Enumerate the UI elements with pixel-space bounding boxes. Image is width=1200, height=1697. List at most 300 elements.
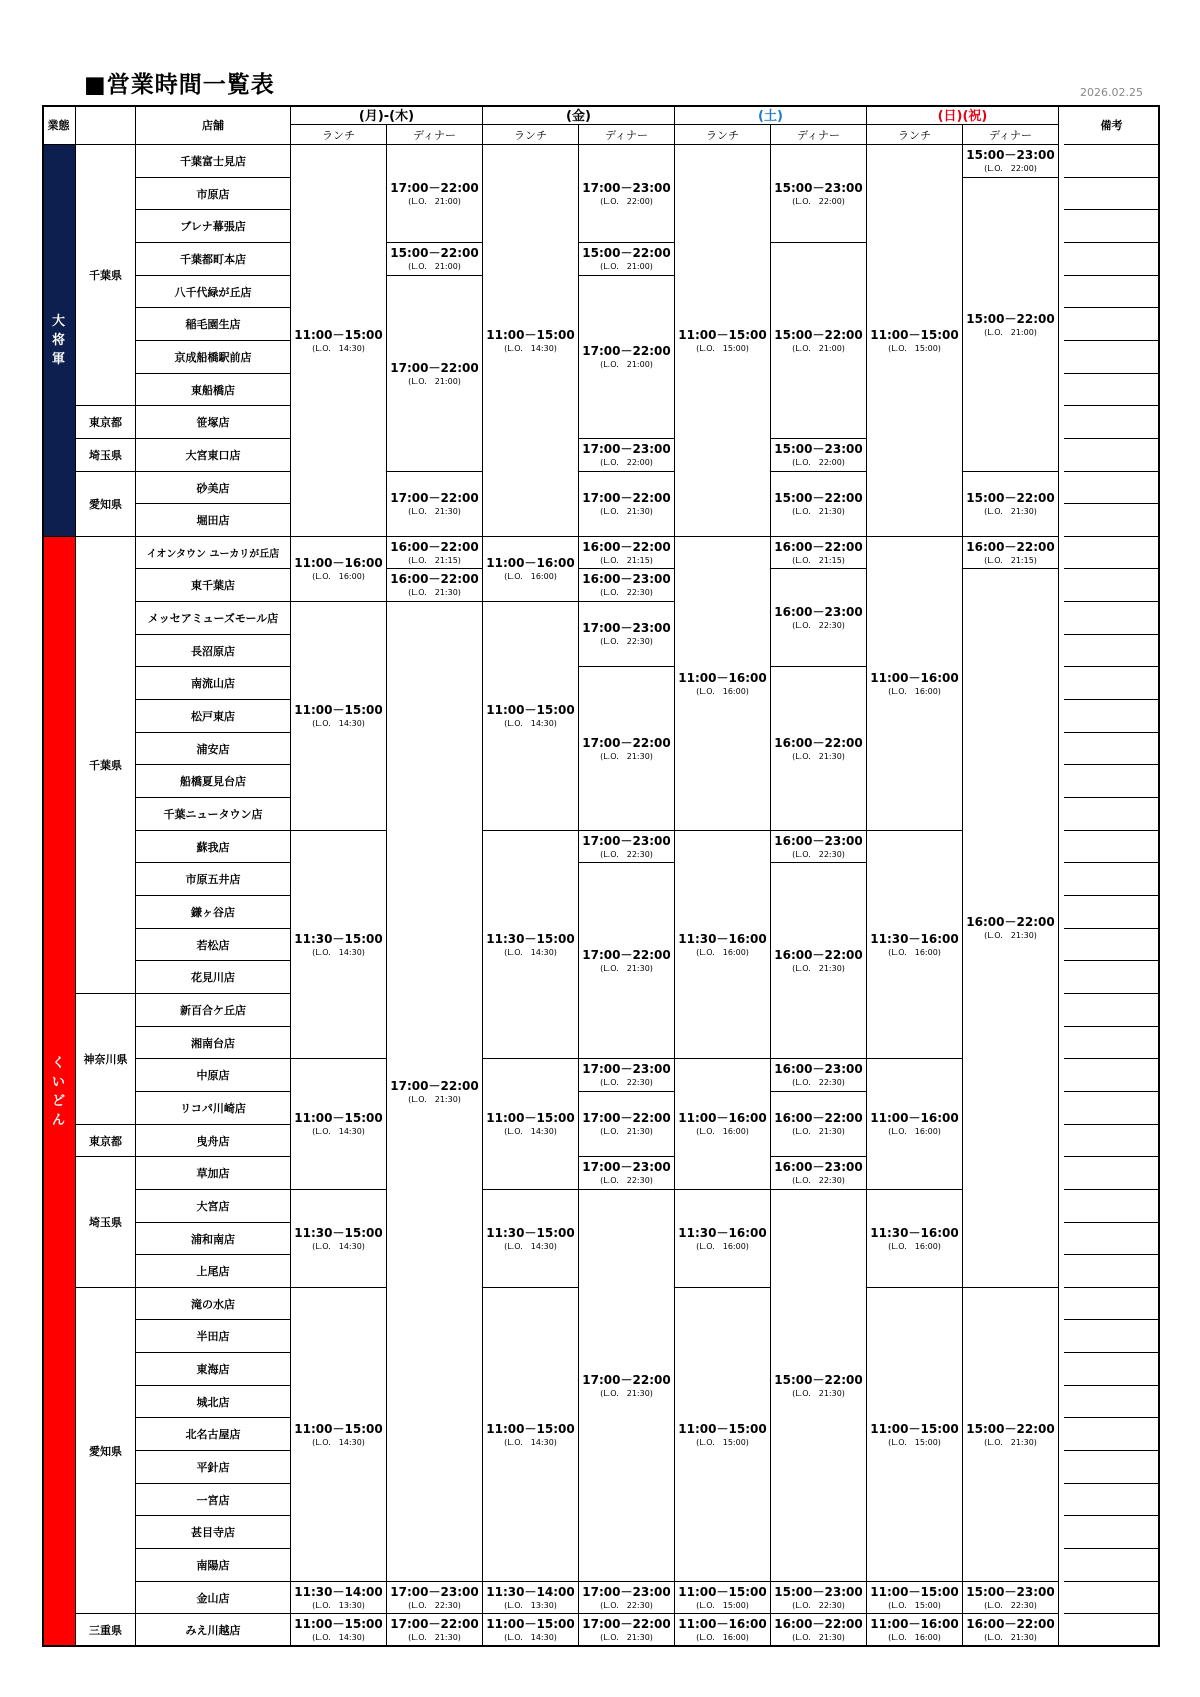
note-cell [1064, 569, 1160, 602]
note-cell [1064, 406, 1160, 439]
note-cell [1064, 1614, 1160, 1647]
hours-time: 11:00－15:00 [294, 327, 383, 342]
store-name: 甚目寺店 [136, 1516, 291, 1549]
dinner-hours [771, 1157, 867, 1190]
hours-time: 15:00－22:00 [774, 327, 863, 342]
header-blank [76, 105, 136, 145]
hours-time: 11:30－15:00 [294, 1225, 383, 1240]
last-order: (L.O. 16:00) [696, 1241, 749, 1251]
last-order: (L.O. 16:00) [696, 686, 749, 696]
last-order: (L.O. 16:00) [888, 947, 941, 957]
last-order: (L.O. 22:30) [984, 1600, 1037, 1610]
note-cell [1064, 308, 1160, 341]
last-order: (L.O. 21:30) [984, 507, 1037, 516]
brand-char: い [51, 1074, 65, 1090]
last-order: (L.O. 21:15) [984, 555, 1037, 565]
store-name: 千葉ニュータウン店 [136, 798, 291, 831]
note-cell [1064, 1092, 1160, 1125]
store-name: 堀田店 [136, 504, 291, 537]
note-cell [1064, 1320, 1160, 1353]
last-order: (L.O. 16:00) [504, 572, 557, 581]
store-name: 曳舟店 [136, 1125, 291, 1157]
dinner-hours [579, 667, 675, 831]
last-order: (L.O. 15:00) [696, 343, 749, 353]
hours-time: 11:30－15:00 [486, 1225, 575, 1240]
hours-time: 11:00－15:00 [678, 1584, 767, 1599]
note-cell [1064, 1059, 1160, 1092]
last-order: (L.O. 22:30) [600, 1078, 653, 1087]
last-order: (L.O. 21:30) [984, 1437, 1037, 1447]
last-order: (L.O. 22:30) [600, 1176, 653, 1185]
store-name: 草加店 [136, 1157, 291, 1190]
last-order: (L.O. 16:00) [696, 947, 749, 957]
store-name: ブレナ幕張店 [136, 210, 291, 243]
brand-char: く [51, 1055, 65, 1071]
prefecture: 愛知県 [76, 1288, 136, 1614]
dinner-hours [579, 1092, 675, 1157]
note-cell [1064, 667, 1160, 700]
lunch-hours [675, 537, 771, 831]
last-order: (L.O. 16:00) [888, 1633, 941, 1642]
hours-time: 16:00－22:00 [966, 1617, 1055, 1631]
hours-time: 11:00－15:00 [294, 1617, 383, 1631]
lunch-hours [675, 1190, 771, 1288]
note-cell [1064, 994, 1160, 1027]
last-order: (L.O. 21:30) [600, 1633, 653, 1642]
last-order: (L.O. 14:30) [504, 719, 557, 728]
lunch-hours [291, 602, 387, 831]
note-cell [1064, 1125, 1160, 1157]
hours-time: 17:00－22:00 [582, 735, 671, 750]
last-order: (L.O. 14:30) [312, 719, 365, 728]
note-cell [1064, 700, 1160, 733]
store-name: 市原店 [136, 178, 291, 210]
prefecture: 埼玉県 [76, 1157, 136, 1288]
last-order: (L.O. 21:30) [984, 1633, 1037, 1642]
day-header: (金) [483, 105, 675, 125]
last-order: (L.O. 15:00) [696, 1600, 749, 1610]
note-cell [1064, 1582, 1160, 1614]
brand-char: ど [51, 1093, 65, 1109]
store-name: 上尾店 [136, 1255, 291, 1288]
brand-char: 将 [51, 333, 65, 348]
store-name: 大宮店 [136, 1190, 291, 1223]
last-order: (L.O. 14:30) [312, 1241, 365, 1251]
last-order: (L.O. 15:00) [888, 1437, 941, 1447]
store-name: 市原五井店 [136, 863, 291, 896]
dinner-hours [579, 1059, 675, 1092]
dinner-hours [771, 439, 867, 472]
last-order: (L.O. 21:30) [792, 1127, 845, 1136]
issue-date: 2026.02.25 [1080, 86, 1143, 99]
note-cell [1064, 635, 1160, 667]
last-order: (L.O. 14:30) [504, 1437, 557, 1447]
store-name: 千葉都町本店 [136, 243, 291, 276]
store-name: みえ川越店 [136, 1614, 291, 1647]
last-order: (L.O. 22:30) [600, 588, 653, 597]
dinner-hours [963, 178, 1059, 472]
lunch-hours [483, 831, 579, 1059]
hours-time: 15:00－23:00 [774, 180, 863, 195]
dinner-header: ディナー [771, 125, 867, 145]
hours-time: 16:00－23:00 [774, 1062, 863, 1076]
hours-time: 11:00－15:00 [294, 1421, 383, 1436]
dinner-hours [387, 602, 483, 1582]
last-order: (L.O. 22:30) [792, 1600, 845, 1610]
hours-time: 15:00－23:00 [966, 1584, 1055, 1599]
dinner-hours [963, 1288, 1059, 1582]
note-cell [1064, 1484, 1160, 1516]
note-cell [1064, 1353, 1160, 1386]
hours-time: 17:00－22:00 [582, 1617, 671, 1631]
hours-time: 16:00－22:00 [774, 1617, 863, 1631]
note-cell [1064, 798, 1160, 831]
note-cell [1064, 896, 1160, 929]
note-cell [1064, 1451, 1160, 1484]
lunch-hours [291, 537, 387, 602]
last-order: (L.O. 22:00) [792, 196, 845, 206]
hours-time: 11:30－14:00 [486, 1584, 575, 1599]
lunch-hours [291, 1190, 387, 1288]
store-name: 船橋夏見台店 [136, 765, 291, 798]
dinner-hours [579, 537, 675, 569]
lunch-hours [291, 831, 387, 1059]
store-name: 湘南台店 [136, 1027, 291, 1059]
store-name: 京成船橋駅前店 [136, 341, 291, 374]
dinner-hours [387, 276, 483, 472]
store-name: 南流山店 [136, 667, 291, 700]
note-cell [1064, 765, 1160, 798]
lunch-hours [483, 1288, 579, 1582]
hours-time: 11:30－16:00 [870, 931, 959, 946]
hours-time: 16:00－22:00 [774, 539, 863, 554]
hours-time: 11:30－16:00 [678, 931, 767, 946]
note-cell [1064, 210, 1160, 243]
lunch-hours [291, 145, 387, 537]
note-cell [1064, 961, 1160, 994]
hours-time: 11:00－15:00 [294, 703, 383, 717]
brand-char: 大 [51, 314, 65, 329]
hours-time: 11:00－15:00 [678, 327, 767, 342]
last-order: (L.O. 21:15) [792, 555, 845, 565]
lunch-hours [867, 831, 963, 1059]
hours-table [42, 105, 1160, 1647]
hours-time: 15:00－22:00 [966, 311, 1055, 326]
dinner-hours [387, 537, 483, 569]
dinner-hours [771, 1614, 867, 1647]
dinner-hours [387, 1582, 483, 1614]
last-order: (L.O. 14:30) [504, 1633, 557, 1642]
lunch-hours [867, 1614, 963, 1647]
last-order: (L.O. 22:30) [600, 1600, 653, 1610]
note-cell [1064, 145, 1160, 178]
note-cell [1064, 178, 1160, 210]
dinner-hours [579, 145, 675, 243]
hours-time: 17:00－23:00 [582, 180, 671, 195]
store-name: 滝の水店 [136, 1288, 291, 1320]
note-cell [1064, 1418, 1160, 1451]
lunch-hours [867, 1288, 963, 1582]
hours-time: 11:00－16:00 [870, 1111, 959, 1125]
last-order: (L.O. 16:00) [312, 572, 365, 581]
note-cell [1064, 863, 1160, 896]
last-order: (L.O. 22:00) [600, 196, 653, 206]
note-cell [1064, 831, 1160, 863]
hours-time: 17:00－22:00 [582, 1111, 671, 1125]
note-cell [1064, 276, 1160, 308]
dinner-hours [963, 1614, 1059, 1647]
note-cell [1064, 504, 1160, 537]
store-name: 東海店 [136, 1353, 291, 1386]
dinner-hours [579, 243, 675, 276]
store-name: 笹塚店 [136, 406, 291, 439]
note-cell [1064, 1288, 1160, 1320]
dinner-hours [387, 472, 483, 537]
header-note: 備考 [1064, 105, 1160, 145]
hours-time: 16:00－23:00 [774, 1160, 863, 1174]
hours-time: 11:00－16:00 [678, 670, 767, 685]
last-order: (L.O. 21:30) [792, 751, 845, 761]
dinner-header: ディナー [387, 125, 483, 145]
last-order: (L.O. 15:00) [696, 1437, 749, 1447]
note-cell [1064, 1386, 1160, 1418]
brand-char: 軍 [51, 352, 65, 367]
lunch-hours [675, 831, 771, 1059]
hours-time: 17:00－22:00 [390, 360, 479, 375]
hours-time: 16:00－22:00 [966, 915, 1055, 929]
last-order: (L.O. 16:00) [696, 1127, 749, 1136]
store-name: 砂美店 [136, 472, 291, 504]
note-cell [1064, 1516, 1160, 1549]
lunch-hours [867, 1582, 963, 1614]
hours-time: 15:00－22:00 [966, 1421, 1055, 1436]
hours-time: 11:00－16:00 [870, 1617, 959, 1631]
hours-time: 17:00－22:00 [582, 491, 671, 505]
hours-time: 17:00－23:00 [582, 1584, 671, 1599]
last-order: (L.O. 14:30) [312, 1127, 365, 1136]
lunch-hours [291, 1288, 387, 1582]
dinner-hours [963, 472, 1059, 537]
last-order: (L.O. 21:30) [792, 1633, 845, 1642]
hours-time: 17:00－22:00 [582, 1372, 671, 1387]
lunch-hours [291, 1582, 387, 1614]
hours-time: 17:00－23:00 [582, 442, 671, 456]
lunch-hours [483, 1582, 579, 1614]
last-order: (L.O. 21:15) [408, 555, 461, 565]
header-gyotai: 業態 [42, 105, 76, 145]
hours-time: 15:00－23:00 [774, 1584, 863, 1599]
hours-time: 11:00－15:00 [870, 1584, 959, 1599]
note-cell [1064, 1549, 1160, 1582]
store-name: イオンタウン ユーカリが丘店 [136, 537, 291, 569]
dinner-hours [579, 831, 675, 863]
last-order: (L.O. 21:30) [408, 507, 461, 516]
prefecture: 東京都 [76, 1125, 136, 1157]
note-cell [1064, 602, 1160, 635]
hours-time: 17:00－23:00 [582, 1062, 671, 1076]
hours-time: 15:00－23:00 [774, 442, 863, 456]
prefecture: 愛知県 [76, 472, 136, 537]
dinner-hours [387, 145, 483, 243]
note-cell [1064, 537, 1160, 569]
dinner-hours [771, 243, 867, 439]
note-cell [1064, 1027, 1160, 1059]
hours-time: 17:00－22:00 [390, 1617, 479, 1631]
hours-time: 11:00－15:00 [486, 1421, 575, 1436]
last-order: (L.O. 22:30) [408, 1600, 461, 1610]
last-order: (L.O. 16:00) [888, 1127, 941, 1136]
last-order: (L.O. 14:30) [312, 343, 365, 353]
note-cell [1064, 1190, 1160, 1223]
hours-time: 16:00－23:00 [774, 833, 863, 848]
lunch-hours [867, 145, 963, 537]
lunch-hours [483, 537, 579, 602]
dinner-hours [963, 537, 1059, 569]
lunch-hours [675, 1288, 771, 1582]
last-order: (L.O. 21:00) [600, 262, 653, 271]
store-name: 八千代緑が丘店 [136, 276, 291, 308]
lunch-hours [483, 1059, 579, 1190]
dinner-hours [771, 1582, 867, 1614]
dinner-hours [963, 1582, 1059, 1614]
hours-time: 17:00－22:00 [582, 344, 671, 358]
page-title: ■営業時間一覧表 [84, 72, 275, 98]
brand-band [42, 145, 76, 537]
dinner-hours [579, 602, 675, 667]
dinner-hours [579, 569, 675, 602]
dinner-hours [771, 863, 867, 1059]
hours-time: 16:00－22:00 [390, 539, 479, 554]
hours-time: 11:00－15:00 [294, 1111, 383, 1125]
dinner-header: ディナー [579, 125, 675, 145]
hours-time: 11:00－16:00 [678, 1111, 767, 1125]
hours-time: 17:00－23:00 [582, 1160, 671, 1174]
last-order: (L.O. 22:00) [600, 458, 653, 467]
last-order: (L.O. 21:30) [792, 1388, 845, 1398]
last-order: (L.O. 21:30) [408, 1633, 461, 1642]
store-name: 浦和南店 [136, 1223, 291, 1255]
last-order: (L.O. 22:30) [792, 620, 845, 630]
store-name: 松戸東店 [136, 700, 291, 733]
lunch-hours [675, 145, 771, 537]
hours-time: 11:00－15:00 [486, 703, 575, 717]
last-order: (L.O. 21:15) [600, 555, 653, 565]
note-cell [1064, 733, 1160, 765]
hours-time: 11:30－14:00 [294, 1584, 383, 1599]
dinner-hours [771, 831, 867, 863]
dinner-hours [771, 145, 867, 243]
dinner-hours [579, 863, 675, 1059]
hours-time: 11:30－16:00 [870, 1225, 959, 1240]
prefecture: 千葉県 [76, 537, 136, 994]
last-order: (L.O. 14:30) [312, 1437, 365, 1447]
last-order: (L.O. 21:00) [408, 262, 461, 271]
hours-time: 11:00－16:00 [486, 556, 575, 570]
dinner-hours [579, 439, 675, 472]
last-order: (L.O. 15:00) [888, 1600, 941, 1610]
store-name: 若松店 [136, 929, 291, 961]
hours-time: 15:00－22:00 [582, 246, 671, 260]
dinner-hours [387, 243, 483, 276]
hours-time: 17:00－23:00 [582, 833, 671, 848]
last-order: (L.O. 21:30) [600, 507, 653, 516]
note-cell [1064, 341, 1160, 374]
lunch-hours [483, 1190, 579, 1288]
store-name: 北名古屋店 [136, 1418, 291, 1451]
last-order: (L.O. 14:30) [504, 1127, 557, 1136]
hours-time: 16:00－22:00 [582, 539, 671, 554]
note-cell [1064, 243, 1160, 276]
lunch-hours [867, 1059, 963, 1190]
last-order: (L.O. 21:00) [792, 343, 845, 353]
dinner-hours [387, 1614, 483, 1647]
store-name: 半田店 [136, 1320, 291, 1353]
dinner-hours [579, 1190, 675, 1582]
last-order: (L.O. 14:30) [504, 947, 557, 957]
store-name: 一宮店 [136, 1484, 291, 1516]
last-order: (L.O. 14:30) [312, 1633, 365, 1642]
last-order: (L.O. 21:30) [600, 1127, 653, 1136]
lunch-hours [867, 1190, 963, 1288]
lunch-hours [867, 537, 963, 831]
store-name: 南陽店 [136, 1549, 291, 1582]
day-header: (月)-(木) [291, 105, 483, 125]
dinner-hours [579, 472, 675, 537]
store-name: メッセアミューズモール店 [136, 602, 291, 635]
lunch-header: ランチ [675, 125, 771, 145]
store-name: 平針店 [136, 1451, 291, 1484]
hours-time: 11:30－15:00 [486, 931, 575, 946]
last-order: (L.O. 21:00) [600, 360, 653, 369]
store-name: 城北店 [136, 1386, 291, 1418]
last-order: (L.O. 21:30) [408, 588, 461, 597]
hours-time: 16:00－22:00 [966, 539, 1055, 554]
last-order: (L.O. 22:30) [792, 849, 845, 859]
dinner-hours [579, 276, 675, 439]
hours-time: 15:00－23:00 [966, 148, 1055, 162]
hours-time: 17:00－23:00 [582, 621, 671, 635]
lunch-hours [675, 1614, 771, 1647]
last-order: (L.O. 13:30) [312, 1600, 365, 1610]
hours-time: 16:00－23:00 [774, 604, 863, 619]
lunch-header: ランチ [291, 125, 387, 145]
store-name: リコパ川崎店 [136, 1092, 291, 1125]
day-header: (日)(祝) [867, 105, 1059, 125]
hours-time: 15:00－22:00 [774, 491, 863, 505]
prefecture: 東京都 [76, 406, 136, 439]
lunch-hours [675, 1059, 771, 1190]
store-name: 金山店 [136, 1582, 291, 1614]
store-name: 花見川店 [136, 961, 291, 994]
last-order: (L.O. 22:30) [600, 849, 653, 859]
store-name: 長沼原店 [136, 635, 291, 667]
hours-time: 11:00－15:00 [486, 1617, 575, 1631]
hours-time: 11:00－16:00 [294, 556, 383, 570]
hours-time: 11:30－16:00 [678, 1225, 767, 1240]
hours-time: 11:00－16:00 [678, 1617, 767, 1631]
last-order: (L.O. 22:00) [984, 164, 1037, 173]
prefecture: 千葉県 [76, 145, 136, 406]
note-cell [1064, 929, 1160, 961]
store-name: 新百合ケ丘店 [136, 994, 291, 1027]
store-name: 東船橋店 [136, 374, 291, 406]
last-order: (L.O. 15:00) [888, 343, 941, 353]
note-cell [1064, 1223, 1160, 1255]
hours-time: 16:00－23:00 [582, 572, 671, 586]
dinner-header: ディナー [963, 125, 1059, 145]
hours-time: 16:00－22:00 [390, 572, 479, 586]
last-order: (L.O. 16:00) [696, 1633, 749, 1642]
